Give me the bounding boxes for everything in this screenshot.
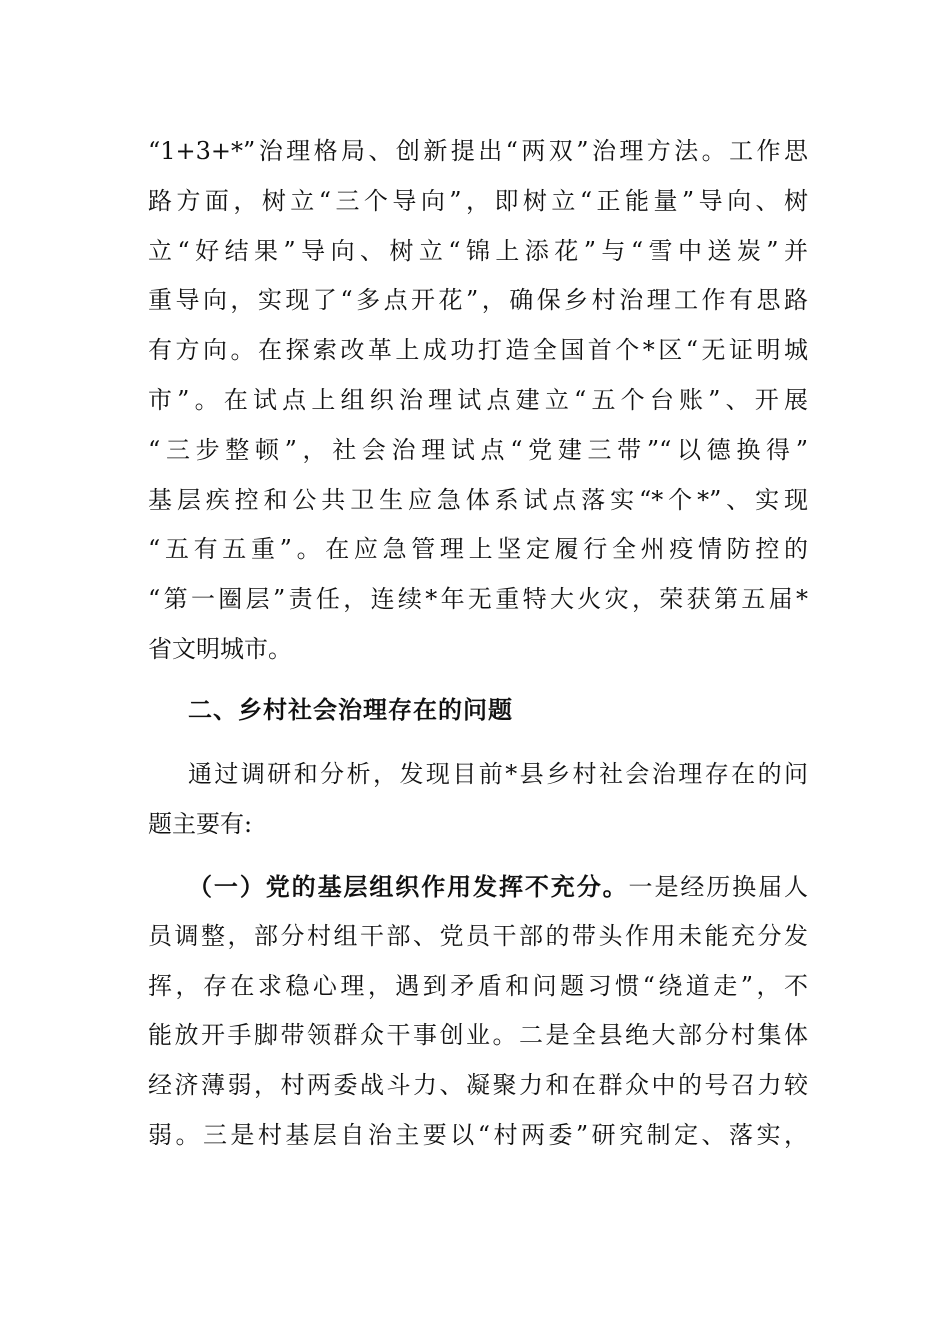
section-heading-text: 二、乡村社会治理存在的问题 — [188, 695, 513, 724]
paragraph-line: “1+3+*”治理格局、创新提出“两双”治理方法。工作思 — [148, 137, 808, 165]
section-heading — [148, 685, 808, 735]
paragraph-party-organization — [148, 862, 808, 1161]
paragraph-line: “五有五重”。在应急管理上坚定履行全州疫情防控的 — [148, 535, 808, 564]
paragraph-line: 有方向。在探索改革上成功打造全国首个*区“无证明城 — [148, 336, 808, 365]
paragraph-line: 立“好结果”导向、树立“锦上添花”与“雪中送炭”并 — [148, 236, 808, 265]
paragraph-line: 基层疾控和公共卫生应急体系试点落实“*个*”、实现 — [148, 485, 808, 514]
paragraph-line: 省文明城市。 — [148, 634, 292, 663]
paragraph-line: “第一圈层”责任，连续*年无重特大火灾，荣获第五届* — [148, 585, 808, 614]
paragraph-text: 一是经历换届人 — [628, 873, 809, 901]
paragraph-line: 路方面，树立“三个导向”，即树立“正能量”导向、树 — [148, 186, 808, 215]
paragraph-line: 题主要有: — [148, 809, 253, 838]
paragraph-line: “三步整顿”，社会治理试点“党建三带”“以德换得” — [148, 435, 808, 464]
paragraph-line: 经济薄弱，村两委战斗力、凝聚力和在群众中的号召力较 — [148, 1071, 808, 1100]
paragraph-line: 员调整，部分村组干部、党员干部的带头作用未能充分发 — [148, 921, 808, 950]
paragraph-line: 重导向，实现了“多点开花”，确保乡村治理工作有思路 — [148, 286, 808, 315]
paragraph-first-line — [148, 862, 808, 912]
paragraph-line: 弱。三是村基层自治主要以“村两委”研究制定、落实， — [148, 1120, 808, 1149]
paragraph-line: 市”。在试点上组织治理试点建立“五个台账”、开展 — [148, 385, 808, 414]
paragraph-governance-achievements — [148, 127, 808, 675]
subsection-lead: （一）党的基层组织作用发挥不充分。 — [188, 872, 629, 901]
paragraph-line: 挥，存在求稳心理，遇到矛盾和问题习惯“绕道走”，不 — [148, 971, 808, 1000]
paragraph-intro-problems — [148, 750, 808, 850]
paragraph-line: 通过调研和分析，发现目前*县乡村社会治理存在的问 — [188, 760, 808, 788]
paragraph-line: 能放开手脚带领群众干事创业。二是全县绝大部分村集体 — [148, 1021, 808, 1050]
